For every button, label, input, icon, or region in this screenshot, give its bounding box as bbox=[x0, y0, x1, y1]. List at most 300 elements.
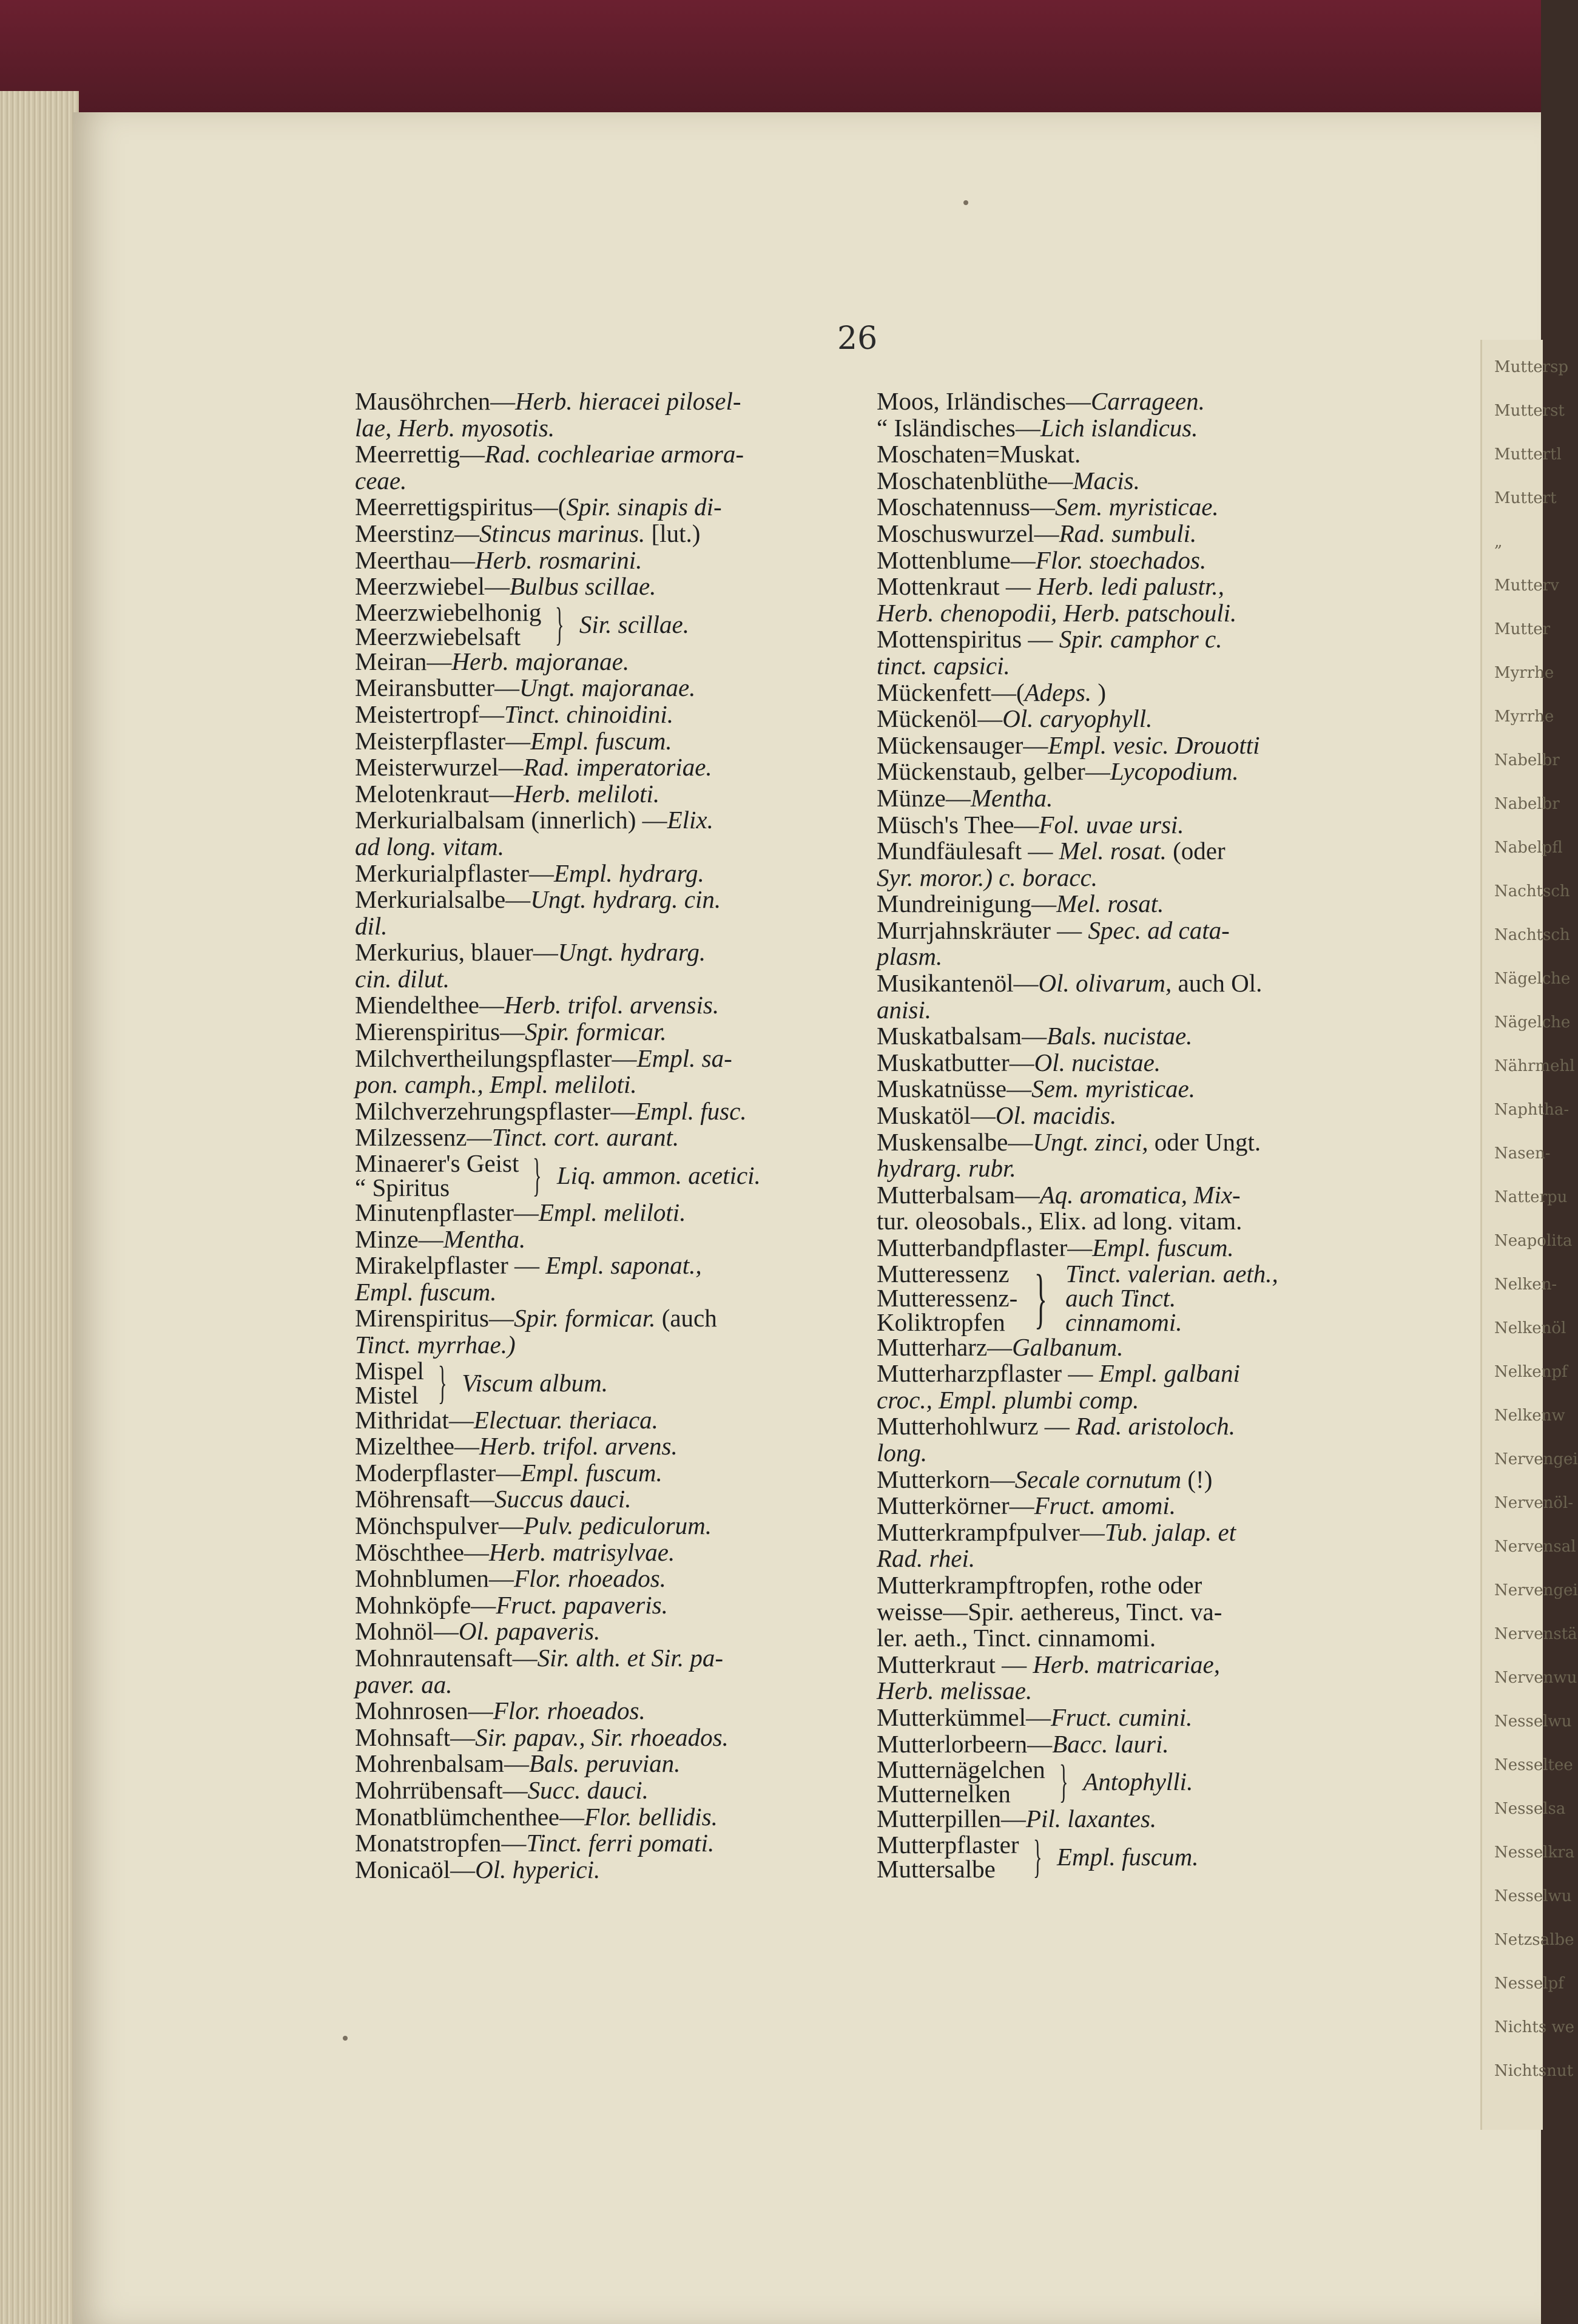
entry-term: Muttersalbe bbox=[877, 1854, 996, 1883]
neighbor-page-text: Nabelbr bbox=[1494, 751, 1560, 769]
neighbor-page-strip bbox=[1480, 340, 1578, 2130]
entry-latin: Empl. meliloti. bbox=[538, 1198, 686, 1227]
entry-continuation: anisi. bbox=[877, 995, 931, 1024]
dictionary-entry bbox=[355, 781, 840, 808]
entry-latin: Galbanum. bbox=[1012, 1333, 1124, 1361]
dictionary-entry bbox=[877, 758, 1374, 785]
entry-latin: Bacc. lauri. bbox=[1052, 1729, 1169, 1758]
entry-latin: Ungt. zinci, bbox=[1033, 1127, 1148, 1156]
dictionary-entry bbox=[877, 1129, 1374, 1182]
entry-continuation: Herb. melissae. bbox=[877, 1677, 1033, 1705]
page-speck bbox=[963, 200, 968, 205]
entry-term: Meistertropf— bbox=[355, 700, 504, 728]
entry-terms bbox=[355, 1356, 424, 1409]
dictionary-entry bbox=[355, 860, 840, 887]
entry-term: Mierenspiritus— bbox=[355, 1018, 525, 1046]
entry-continuation: ceae. bbox=[355, 466, 407, 495]
entry-tail: auch Ol. bbox=[1172, 969, 1263, 998]
entry-latin: Tinct. ferri pomati. bbox=[526, 1829, 715, 1857]
entry-term: Milchvertheilungspflaster— bbox=[355, 1044, 637, 1072]
entry-latin: Fruct. papaveris. bbox=[496, 1590, 668, 1619]
dictionary-entry bbox=[355, 1804, 840, 1831]
dictionary-entry bbox=[355, 701, 840, 728]
dictionary-entry bbox=[355, 1305, 840, 1358]
entry-tail: (!) bbox=[1181, 1465, 1213, 1493]
dictionary-entry bbox=[355, 441, 840, 494]
entry-term: Mutterkraut — bbox=[877, 1650, 1033, 1678]
dictionary-entry bbox=[355, 807, 840, 860]
dictionary-entry bbox=[877, 680, 1374, 706]
neighbor-page-text: „ bbox=[1494, 533, 1503, 551]
neighbor-page-text: Nichtsnut bbox=[1494, 2062, 1574, 2080]
neighbor-page-text: Nelken- bbox=[1494, 1275, 1557, 1294]
neighbor-page-text: Muttersp bbox=[1494, 358, 1569, 376]
entry-term: Mutterkorn— bbox=[877, 1465, 1015, 1493]
entry-latin: Empl. saponat., bbox=[545, 1251, 702, 1280]
entry-term: Mohnköpfe— bbox=[355, 1590, 496, 1619]
entry-latin: Bals. nucistae. bbox=[1047, 1022, 1193, 1050]
entry-terms bbox=[877, 1830, 1019, 1883]
neighbor-page-text: Mutterst bbox=[1494, 402, 1565, 420]
neighbor-page-text: Netzsalbe bbox=[1494, 1931, 1574, 1949]
entry-term: Moschuswurzel— bbox=[877, 519, 1059, 547]
neighbor-page-text: Neapolita bbox=[1494, 1232, 1573, 1250]
brace-mark: } bbox=[555, 598, 564, 650]
dictionary-entry bbox=[877, 1572, 1374, 1652]
dictionary-entry bbox=[355, 1618, 840, 1645]
neighbor-page-text: Nichts we bbox=[1494, 2018, 1575, 2036]
dictionary-entry bbox=[877, 917, 1374, 970]
entry-latin: Stincus marinus. bbox=[479, 519, 646, 547]
entry-latin: Fruct. amomi. bbox=[1034, 1491, 1176, 1520]
entry-terms bbox=[877, 1259, 1018, 1336]
neighbor-page-text: Mutterv bbox=[1494, 576, 1559, 595]
page-speck bbox=[343, 2036, 348, 2041]
entry-continuation: pon. camph., Empl. meliloti. bbox=[355, 1070, 637, 1099]
entry-term: Mirakelpflaster — bbox=[355, 1251, 546, 1280]
dictionary-entry bbox=[877, 706, 1374, 732]
neighbor-page-text: Nabelpfl bbox=[1494, 839, 1563, 857]
dictionary-entry bbox=[877, 1806, 1374, 1833]
dictionary-entry bbox=[877, 970, 1374, 1023]
dictionary-entry bbox=[355, 992, 840, 1019]
dictionary-entry bbox=[877, 1050, 1374, 1076]
entry-term: Mottenspiritus — bbox=[877, 625, 1059, 654]
entry-term: Moschaten=Muskat. bbox=[877, 440, 1081, 468]
brace-mark: } bbox=[437, 1357, 447, 1408]
entry-latin: Carrageen. bbox=[1091, 387, 1205, 415]
entry-latin: Fruct. cumini. bbox=[1050, 1703, 1193, 1731]
entry-latin: Herb. trifol. arvensis. bbox=[504, 991, 720, 1019]
entry-term: Koliktropfen bbox=[877, 1308, 1005, 1336]
dictionary-entry bbox=[877, 732, 1374, 759]
entry-term: Meerrettigspiritus—( bbox=[355, 493, 567, 521]
neighbor-page-text: Nährmehl bbox=[1494, 1057, 1575, 1075]
entry-term: Minze— bbox=[355, 1224, 443, 1253]
dictionary-entry bbox=[355, 1513, 840, 1539]
dictionary-entry bbox=[355, 1724, 840, 1751]
entry-term: Monicaöl— bbox=[355, 1855, 476, 1883]
entry-latin: Spir. formicar. bbox=[525, 1018, 667, 1046]
entry-continuation: paver. aa. bbox=[355, 1670, 453, 1698]
neighbor-page-text: Nesseltee bbox=[1494, 1756, 1573, 1774]
brace-entry bbox=[355, 600, 840, 649]
entry-term: Mithridat— bbox=[355, 1405, 474, 1434]
entry-latin: Ungt. hydrarg. cin. bbox=[530, 885, 721, 914]
entry-latin: Ungt. majoranae. bbox=[519, 674, 696, 702]
entry-term: Meerzwiebelhonig bbox=[355, 598, 542, 626]
neighbor-page-text: Mutter bbox=[1494, 620, 1551, 638]
entry-latin: Antophylli. bbox=[1083, 1768, 1193, 1796]
entry-term: Mutterbandpflaster— bbox=[877, 1234, 1093, 1262]
dictionary-entry bbox=[355, 1698, 840, 1724]
right-column bbox=[877, 388, 1374, 1881]
entry-term: Mückenstaub, gelber— bbox=[877, 757, 1110, 786]
dictionary-entry bbox=[355, 1124, 840, 1151]
entry-latin: Mentha. bbox=[443, 1224, 526, 1253]
dictionary-entry bbox=[877, 1493, 1374, 1519]
dictionary-entry bbox=[877, 494, 1374, 521]
dictionary-entry bbox=[877, 441, 1374, 468]
entry-latin: Succ. dauci. bbox=[527, 1775, 649, 1804]
entry-term: Meerzwiebelsaft bbox=[355, 622, 521, 650]
entry-tail: oder Ungt. bbox=[1148, 1127, 1261, 1156]
entry-term: Möschthee— bbox=[355, 1538, 489, 1566]
entry-term: Möhrensaft— bbox=[355, 1485, 495, 1513]
left-column bbox=[355, 388, 840, 1883]
dictionary-entry bbox=[355, 1645, 840, 1698]
neighbor-page-text: Nasen- bbox=[1494, 1144, 1551, 1163]
entry-latin: Secale cornutum bbox=[1014, 1465, 1182, 1493]
entry-latin: Herb. majoranae. bbox=[451, 647, 630, 675]
dictionary-entry bbox=[355, 887, 840, 939]
neighbor-page-text: Nesselkra bbox=[1494, 1843, 1575, 1862]
neighbor-page-text: Nachtsch bbox=[1494, 926, 1570, 944]
entry-term: Mutternelken bbox=[877, 1780, 1011, 1808]
entry-term: “ Isländisches— bbox=[877, 413, 1040, 442]
dictionary-entry bbox=[355, 573, 840, 600]
entry-term: Mutterbalsam— bbox=[877, 1180, 1040, 1209]
entry-term: Mundfäulesaft — bbox=[877, 837, 1059, 865]
entry-latin: Herb. ledi palustr., bbox=[1037, 572, 1224, 601]
entry-continuation: weisse—Spir. aethereus, Tinct. va- bbox=[877, 1597, 1222, 1626]
entry-latin: Ungt. hydrarg. bbox=[558, 938, 706, 967]
dictionary-entry bbox=[877, 785, 1374, 812]
entry-continuation: plasm. bbox=[877, 942, 943, 971]
entry-latin: Flor. bellidis. bbox=[584, 1802, 718, 1831]
entry-latin: Rad. cochleariae armora- bbox=[485, 440, 744, 468]
entry-latin: Ol. hyperici. bbox=[475, 1855, 601, 1883]
neighbor-page-text: Nägelche bbox=[1494, 1013, 1571, 1032]
entry-latin: Bals. peruvian. bbox=[528, 1749, 681, 1778]
entry-term: Mundreinigung— bbox=[877, 890, 1057, 918]
entry-latin: Pulv. pediculorum. bbox=[523, 1511, 712, 1539]
entry-term: Mückenfett—( bbox=[877, 678, 1025, 706]
dictionary-entry bbox=[355, 754, 840, 781]
entry-continuation: ler. aeth., Tinct. cinnamomi. bbox=[877, 1624, 1156, 1652]
entry-term: Mottenblume— bbox=[877, 546, 1036, 574]
dictionary-entry bbox=[355, 1226, 840, 1253]
entry-term: Müsch's Thee— bbox=[877, 810, 1039, 839]
entry-term: Mutterpillen— bbox=[877, 1805, 1026, 1833]
entry-term: Moschatenblüthe— bbox=[877, 466, 1073, 495]
entry-latin: Liq. ammon. acetici. bbox=[556, 1161, 761, 1190]
entry-term: Mohrrübensaft— bbox=[355, 1775, 528, 1804]
entry-latin: Sem. myristicae. bbox=[1054, 493, 1219, 521]
entry-term: Mausöhrchen— bbox=[355, 387, 516, 415]
brace-mark: } bbox=[1033, 1831, 1042, 1882]
entry-latin: Rad. aristoloch. bbox=[1075, 1412, 1236, 1441]
entry-continuation: long. bbox=[877, 1438, 928, 1467]
neighbor-page-text: Nägelche bbox=[1494, 970, 1571, 988]
entry-latin: Herb. matrisylvae. bbox=[488, 1538, 675, 1566]
entry-continuation: dil. bbox=[355, 911, 388, 940]
entry-latin: Succus dauci. bbox=[494, 1485, 632, 1513]
entry-term: Mutterkrampfpulver— bbox=[877, 1518, 1105, 1546]
entry-term: Musikantenöl— bbox=[877, 969, 1039, 998]
neighbor-page-text: Nelkenpf bbox=[1494, 1363, 1568, 1381]
entry-continuation: cin. dilut. bbox=[355, 964, 450, 993]
entry-latin: Macis. bbox=[1073, 466, 1140, 495]
entry-term: Mohnrautensaft— bbox=[355, 1643, 538, 1672]
entry-latin: Aq. aromatica, Mix- bbox=[1039, 1180, 1241, 1209]
entry-term: “ Spiritus bbox=[355, 1174, 450, 1202]
dictionary-entry bbox=[355, 939, 840, 992]
neighbor-page-text: Nervenöl- bbox=[1494, 1494, 1574, 1512]
entry-latin: Empl. fuscum. bbox=[1057, 1842, 1199, 1871]
entry-latin-line: Tinct. valerian. aeth., bbox=[1065, 1259, 1278, 1288]
dictionary-entry bbox=[355, 1777, 840, 1804]
entry-continuation: Empl. fuscum. bbox=[355, 1277, 497, 1306]
entry-term: Mutterlorbeern— bbox=[877, 1729, 1053, 1758]
dictionary-entry bbox=[355, 675, 840, 701]
entry-latin: Rad. sumbuli. bbox=[1059, 519, 1197, 547]
dictionary-entry bbox=[877, 626, 1374, 679]
dictionary-entry bbox=[355, 1200, 840, 1226]
neighbor-page-text: Myrrhe bbox=[1494, 708, 1554, 726]
entry-latin: Bulbus scillae. bbox=[510, 572, 656, 601]
neighbor-page-text: Natterpu bbox=[1494, 1188, 1568, 1206]
dictionary-entry bbox=[355, 1252, 840, 1305]
dictionary-entry bbox=[877, 1413, 1374, 1466]
entry-latin: Spir. camphor c. bbox=[1059, 625, 1222, 654]
entry-term: Mistel bbox=[355, 1380, 419, 1409]
entry-latin: Ol. papaveris. bbox=[458, 1617, 601, 1646]
dictionary-entry bbox=[877, 891, 1374, 917]
entry-term: Mutterpflaster bbox=[877, 1830, 1019, 1859]
dictionary-entry bbox=[355, 728, 840, 755]
entry-term: Muskatöl— bbox=[877, 1101, 996, 1130]
entry-tail: (auch bbox=[655, 1304, 717, 1333]
entry-term: Meiran— bbox=[355, 647, 452, 675]
neighbor-page-text: Nervensal bbox=[1494, 1538, 1576, 1556]
entry-term: Murrjahnskräuter — bbox=[877, 916, 1088, 944]
entry-terms bbox=[355, 600, 541, 649]
neighbor-page-text: Nervenwu bbox=[1494, 1669, 1577, 1687]
entry-tail: (oder bbox=[1166, 837, 1226, 865]
dictionary-entry bbox=[877, 1103, 1374, 1129]
entry-latin: Herb. trifol. arvens. bbox=[479, 1432, 678, 1461]
entry-latin: Empl. fuscum. bbox=[521, 1458, 663, 1487]
brace-mark: } bbox=[1059, 1756, 1068, 1808]
entry-continuation: ad long. vitam. bbox=[355, 832, 504, 860]
entry-term: Moschatennuss— bbox=[877, 493, 1055, 521]
entry-term: Minutenpflaster— bbox=[355, 1198, 539, 1227]
entry-latin: Mel. rosat. bbox=[1056, 890, 1164, 918]
dictionary-entry bbox=[877, 812, 1374, 839]
entry-term: Mückenöl— bbox=[877, 704, 1003, 733]
entry-term: Meisterwurzel— bbox=[355, 753, 524, 782]
dictionary-entry bbox=[355, 1098, 840, 1125]
entry-term: Melotenkraut— bbox=[355, 779, 514, 808]
neighbor-page-text: Nesselwu bbox=[1494, 1712, 1572, 1731]
entry-latin: Tub. jalap. et bbox=[1104, 1518, 1236, 1546]
entry-term: Münze— bbox=[877, 783, 971, 812]
entry-term: Miendelthee— bbox=[355, 991, 504, 1019]
dictionary-entry bbox=[355, 1539, 840, 1566]
entry-latin: Spec. ad cata- bbox=[1088, 916, 1230, 944]
dictionary-entry bbox=[877, 1652, 1374, 1704]
entry-latin: Empl. fuscum. bbox=[530, 726, 672, 755]
neighbor-page-text: Nesselwu bbox=[1494, 1887, 1572, 1905]
entry-term: Merkurialpflaster— bbox=[355, 859, 554, 887]
entry-latin: Empl. vesic. Drouotti bbox=[1048, 731, 1260, 759]
entry-latin: Mel. rosat. bbox=[1059, 837, 1167, 865]
entry-term: Monatstropfen— bbox=[355, 1829, 527, 1857]
entry-term: Mutternägelchen bbox=[877, 1755, 1045, 1784]
dictionary-entry bbox=[877, 1467, 1374, 1493]
brace-entry bbox=[355, 1151, 840, 1200]
entry-latin: Flor. rhoeados. bbox=[493, 1697, 646, 1725]
entry-term: Mutteressenz bbox=[877, 1259, 1010, 1288]
entry-term: Mohnsaft— bbox=[355, 1723, 476, 1751]
entry-latin: Herb. matricariae, bbox=[1033, 1650, 1220, 1678]
brace-entry bbox=[877, 1757, 1374, 1806]
page-number: 26 bbox=[837, 320, 878, 357]
entry-latin: Spir. sinapis di- bbox=[566, 493, 722, 521]
dictionary-entry bbox=[355, 1751, 840, 1777]
entry-latin: Viscum album. bbox=[462, 1368, 609, 1397]
page-edges bbox=[0, 91, 79, 2324]
entry-latin: Sir. papav., Sir. rhoeados. bbox=[475, 1723, 729, 1751]
dictionary-entry bbox=[877, 1334, 1374, 1361]
entry-latin: Rad. imperatoriae. bbox=[523, 753, 712, 782]
entry-latin: Adeps. bbox=[1024, 678, 1092, 706]
dictionary-entry bbox=[877, 1360, 1374, 1413]
neighbor-page-text: Nelkenöl bbox=[1494, 1319, 1566, 1337]
dictionary-entry bbox=[877, 573, 1374, 626]
entry-latin: Mentha. bbox=[970, 783, 1053, 812]
neighbor-page-text: Nervengei bbox=[1494, 1450, 1578, 1468]
entry-term: Mutterhohlwurz — bbox=[877, 1412, 1076, 1441]
entry-latin: Herb. hieracei pilosel- bbox=[515, 387, 741, 415]
dictionary-entry bbox=[355, 1857, 840, 1883]
dictionary-entry bbox=[877, 388, 1374, 415]
brace-mark: } bbox=[1034, 1260, 1048, 1335]
entry-term: Mutterharzpflaster — bbox=[877, 1359, 1099, 1388]
entry-term: Mohnöl— bbox=[355, 1617, 459, 1646]
entry-continuation: hydrarg. rubr. bbox=[877, 1154, 1016, 1183]
dictionary-entry bbox=[355, 1486, 840, 1513]
entry-term: Mohnrosen— bbox=[355, 1697, 493, 1725]
entry-latin: Pil. laxantes. bbox=[1025, 1805, 1157, 1833]
entry-continuation: tur. oleosobals., Elix. ad long. vitam. bbox=[877, 1207, 1243, 1235]
entry-continuation: Herb. chenopodii, Herb. patschouli. bbox=[877, 598, 1237, 627]
dictionary-entry bbox=[877, 1235, 1374, 1262]
entry-latin: Sir. alth. et Sir. pa- bbox=[537, 1643, 723, 1672]
brace-entry bbox=[877, 1830, 1374, 1883]
entry-latin: Empl. sa- bbox=[636, 1044, 732, 1072]
neighbor-page-text: Myrrhe bbox=[1494, 664, 1554, 682]
entry-term: Mizelthee— bbox=[355, 1432, 479, 1461]
brace-mark: } bbox=[533, 1150, 542, 1201]
entry-term: Merkurius, blauer— bbox=[355, 938, 558, 967]
entry-term: Meerrettig— bbox=[355, 440, 485, 468]
dictionary-entry bbox=[355, 1407, 840, 1434]
entry-term: Merkurialbalsam (innerlich) — bbox=[355, 806, 667, 834]
entry-latin: Spir. formicar. bbox=[513, 1304, 656, 1333]
book-cover-edge bbox=[0, 0, 1541, 121]
neighbor-page-text: Nervenstä bbox=[1494, 1625, 1577, 1643]
dictionary-entry bbox=[877, 468, 1374, 495]
entry-latin: Herb. meliloti. bbox=[513, 779, 660, 808]
entry-term: Mutterkrampftropfen, rothe oder bbox=[877, 1570, 1202, 1599]
dictionary-entry bbox=[355, 649, 840, 675]
dictionary-entry bbox=[355, 494, 840, 521]
entry-term: Mutteressenz- bbox=[877, 1283, 1018, 1312]
dictionary-entry bbox=[877, 547, 1374, 574]
entry-latin: Fol. uvae ursi. bbox=[1039, 810, 1184, 839]
dictionary-entry bbox=[877, 838, 1374, 891]
dictionary-entry bbox=[877, 415, 1374, 442]
entry-term: Mispel bbox=[355, 1356, 424, 1385]
entry-latin: Empl. hydrarg. bbox=[553, 859, 704, 887]
neighbor-page-text: Muttertl bbox=[1494, 445, 1562, 464]
entry-continuation: croc., Empl. plumbi comp. bbox=[877, 1385, 1139, 1414]
entry-continuation: tinct. capsici. bbox=[877, 651, 1010, 680]
entry-latin: Ol. nucistae. bbox=[1034, 1048, 1161, 1076]
neighbor-page-text: Nelkenw bbox=[1494, 1407, 1565, 1425]
entry-term: Monatblümchenthee— bbox=[355, 1802, 585, 1831]
entry-latin: Ol. olivarum, bbox=[1038, 969, 1172, 998]
entry-term: Mönchspulver— bbox=[355, 1511, 524, 1539]
dictionary-entry bbox=[355, 1566, 840, 1592]
entry-latin-line: cinnamomi. bbox=[1065, 1308, 1182, 1336]
entry-term: Meerthau— bbox=[355, 546, 476, 574]
dictionary-entry bbox=[355, 1433, 840, 1460]
dictionary-entry bbox=[355, 1830, 840, 1857]
dictionary-entry bbox=[355, 1460, 840, 1487]
entry-term: Mückensauger— bbox=[877, 731, 1048, 759]
entry-term: Muskensalbe— bbox=[877, 1127, 1033, 1156]
dictionary-entry bbox=[355, 1592, 840, 1619]
entry-term: Minaerer's Geist bbox=[355, 1149, 519, 1178]
entry-term: Mohnblumen— bbox=[355, 1564, 514, 1593]
brace-entry bbox=[355, 1356, 840, 1409]
entry-term: Meiransbutter— bbox=[355, 674, 519, 702]
neighbor-page-text: Nabelbr bbox=[1494, 795, 1560, 813]
brace-entry bbox=[877, 1259, 1374, 1336]
entry-term: Milzessenz— bbox=[355, 1123, 492, 1152]
entry-term: Milchverzehrungspflaster— bbox=[355, 1096, 636, 1125]
neighbor-page-text: Muttert bbox=[1494, 489, 1557, 507]
dictionary-entry bbox=[877, 1076, 1374, 1103]
dictionary-entry bbox=[877, 521, 1374, 547]
entry-term: Muskatnüsse— bbox=[877, 1075, 1032, 1103]
entry-latin: Sem. myristicae. bbox=[1031, 1075, 1195, 1103]
entry-terms bbox=[877, 1757, 1045, 1806]
entry-latin: Flor. stoechados. bbox=[1035, 546, 1207, 574]
